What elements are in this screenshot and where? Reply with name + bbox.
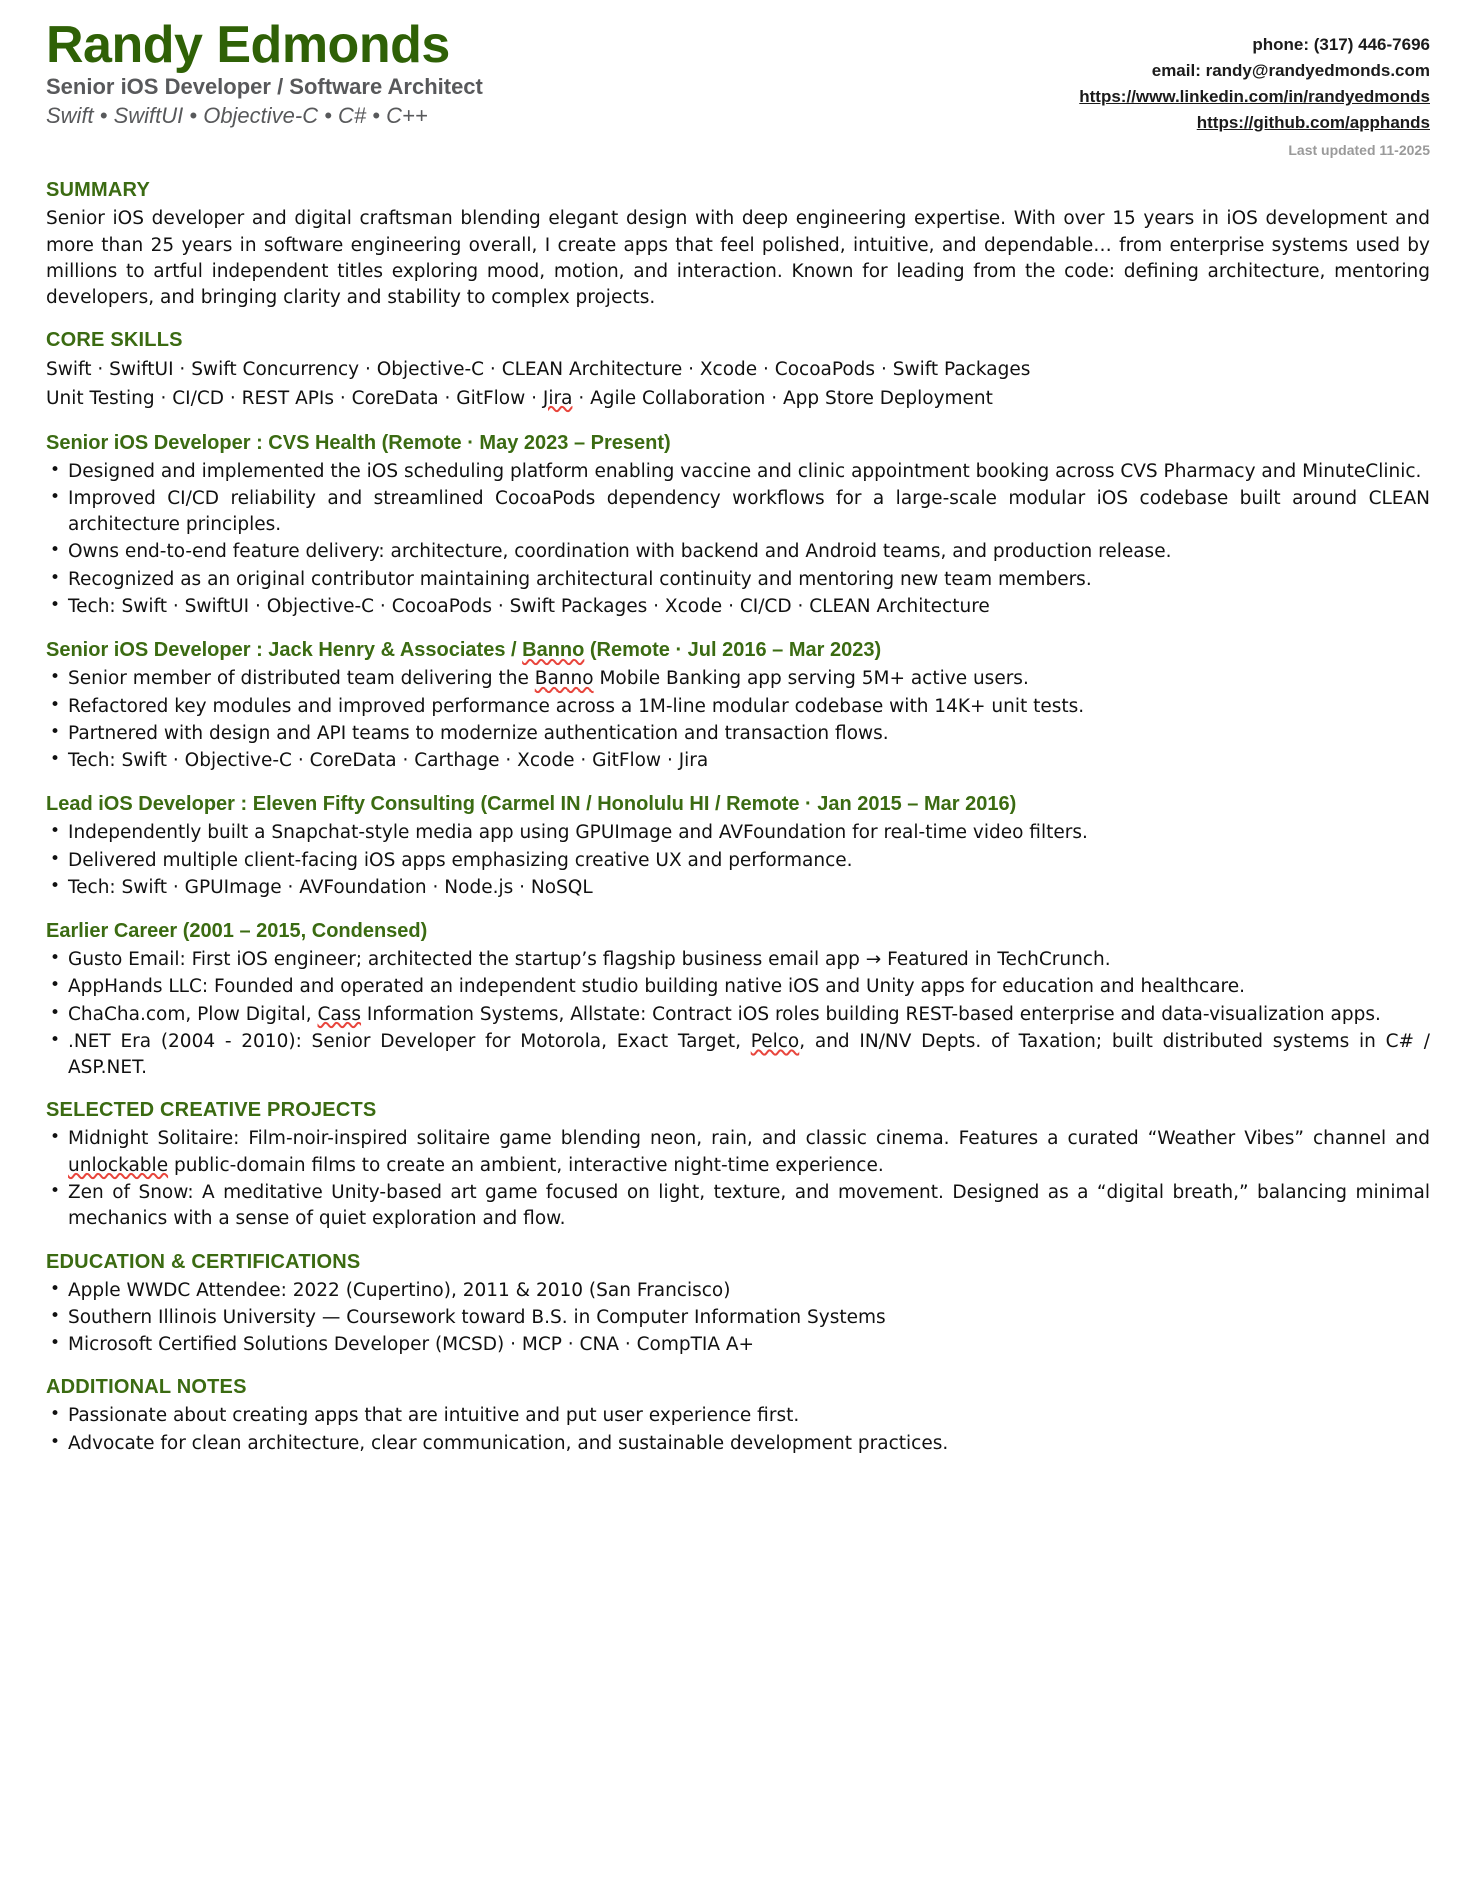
education-bullets: [46, 1278, 1430, 1359]
list-item: • Advocate for clean architecture, clear communication, and sustainable development practices.: [46, 1431, 1430, 1457]
spellcheck-word-banno-title: Banno: [522, 639, 585, 662]
github-link[interactable]: https://github.com/apphands: [1196, 113, 1430, 132]
section-summary: [46, 179, 1430, 311]
list-item: • Apple WWDC Attendee: 2022 (Cupertino), 2011 & 2010 (San Francisco): [46, 1278, 1430, 1304]
bullet-part-a: Senior member of distributed team delivering the: [68, 668, 535, 690]
list-item: • AppHands LLC: Founded and operated an independent studio building native iOS and Unity apps for education and healthcare.: [46, 974, 1430, 1000]
page-title: Randy Edmonds: [46, 16, 450, 74]
list-item: [46, 1002, 1430, 1028]
list-item: [46, 1126, 1430, 1179]
linkedin-link[interactable]: https://www.linkedin.com/in/randyedmonds: [1079, 87, 1430, 106]
spellcheck-word-cass: Cass: [317, 1003, 362, 1025]
section-additional-notes: [46, 1376, 1430, 1457]
list-item: • Owns end-to-end feature delivery: architecture, coordination with backend and Android teams, and production release.: [46, 539, 1430, 565]
job-bullets-cvs-health: [46, 459, 1430, 621]
contact-block: [1079, 18, 1430, 161]
creative-projects-bullets: [46, 1126, 1430, 1232]
list-item: • Tech: Swift · Objective-C · CoreData · Carthage · Xcode · GitFlow · Jira: [46, 748, 1430, 774]
bullet-part-a: .NET Era (2004 - 2010): Senior Developer for Motorola, Exact Target,: [68, 1030, 751, 1052]
language-list: Swift • SwiftUI • Objective-C • C# • C++: [46, 102, 428, 128]
core-skills-line-1: Swift · SwiftUI · Swift Concurrency · Objective-C · CLEAN Architecture · Xcode · CocoaPods · Swift Packages: [46, 359, 1031, 381]
spellcheck-word-unlockable: unlockable: [68, 1154, 169, 1176]
additional-notes-bullets: [46, 1403, 1430, 1457]
job-title-cvs-health: Senior iOS Developer : CVS Health (Remote · May 2023 – Present): [46, 431, 671, 454]
spellcheck-word-pelco: Pelco: [750, 1030, 800, 1052]
email-line: email: randy@randyedmonds.com: [1151, 61, 1430, 80]
bullet-part-b: Information Systems, Allstate: Contract iOS roles building REST-based enterprise and data-visualization apps.: [361, 1003, 1381, 1025]
bullet-part-b: Mobile Banking app serving 5M+ active users.: [593, 668, 1029, 690]
list-item: • Zen of Snow: A meditative Unity-based art game focused on light, texture, and movement. Designed as a “digital breath,” balancing minimal mechanics with a sense of quiet exploration and flow.: [46, 1180, 1430, 1233]
earlier-career-bullets: [46, 947, 1430, 1081]
resume-header: [46, 18, 1430, 161]
job-title-part-b: (Remote · Jul 2016 – Mar 2023): [584, 639, 882, 662]
bullet-part-b: public-domain films to create an ambient, interactive night-time experience.: [168, 1154, 884, 1176]
section-heading-creative-projects: SELECTED CREATIVE PROJECTS: [46, 1099, 377, 1122]
list-item: • Designed and implemented the iOS scheduling platform enabling vaccine and clinic appointment booking across CVS Pharmacy and MinuteClinic.: [46, 459, 1430, 485]
spellcheck-word-banno-bullet: Banno: [534, 668, 594, 690]
list-item: • Refactored key modules and improved performance across a 1M-line modular codebase with 14K+ unit tests.: [46, 694, 1430, 720]
section-core-skills: [46, 329, 1430, 412]
job-title-jack-henry: [46, 638, 1430, 663]
list-item: • Tech: Swift · SwiftUI · Objective-C · CocoaPods · Swift Packages · Xcode · CI/CD · CLEAN Architecture: [46, 594, 1430, 620]
list-item: • Partnered with design and API teams to modernize authentication and transaction flows.: [46, 721, 1430, 747]
core-skills-line-2: [46, 385, 1430, 413]
spellcheck-word-jira: Jira: [542, 387, 573, 409]
phone-line: phone: (317) 446-7696: [1252, 35, 1430, 54]
list-item: • Microsoft Certified Solutions Developer (MCSD) · MCP · CNA · CompTIA A+: [46, 1332, 1430, 1358]
section-creative-projects: [46, 1099, 1430, 1232]
section-heading-education: EDUCATION & CERTIFICATIONS: [46, 1250, 361, 1273]
core-skills-line-2-part-a: Unit Testing · CI/CD · REST APIs · CoreData · GitFlow ·: [46, 387, 543, 409]
job-entry-cvs-health: [46, 431, 1430, 621]
header-identity-block: [46, 18, 483, 129]
bullet-part-a: Midnight Solitaire: Film-noir-inspired solitaire game blending neon, rain, and classic cinema. Features a curated “Weather Vibes” channel and: [68, 1128, 1430, 1150]
job-entry-eleven-fifty: [46, 792, 1430, 901]
bullet-part-b: , and IN/NV Depts. of Taxation; built distributed systems in C# / ASP.NET.: [68, 1030, 1430, 1079]
section-earlier-career: [46, 919, 1430, 1081]
core-skills-line-2-part-b: · Agile Collaboration · App Store Deployment: [572, 387, 993, 409]
last-updated-label: Last updated 11-2025: [1288, 142, 1430, 158]
job-bullets-jack-henry: [46, 666, 1430, 774]
list-item: • Southern Illinois University — Coursework toward B.S. in Computer Information Systems: [46, 1305, 1430, 1331]
list-item: • Independently built a Snapchat-style media app using GPUImage and AVFoundation for real-time video filters.: [46, 820, 1430, 846]
list-item: • Tech: Swift · GPUImage · AVFoundation · Node.js · NoSQL: [46, 875, 1430, 901]
section-heading-additional-notes: ADDITIONAL NOTES: [46, 1376, 247, 1399]
job-bullets-eleven-fifty: [46, 820, 1430, 901]
job-entry-jack-henry: [46, 638, 1430, 774]
section-heading-summary: SUMMARY: [46, 179, 150, 202]
list-item: • Gusto Email: First iOS engineer; architected the startup’s flagship business email app → Featured in TechCrunch.: [46, 947, 1430, 973]
job-title-part-a: Senior iOS Developer : Jack Henry & Associates /: [46, 639, 523, 662]
professional-title: Senior iOS Developer / Software Architect: [46, 74, 483, 100]
list-item: [46, 1029, 1430, 1082]
section-heading-earlier-career: Earlier Career (2001 – 2015, Condensed): [46, 920, 428, 943]
section-education: [46, 1251, 1430, 1359]
list-item: • Recognized as an original contributor maintaining architectural continuity and mentoring new team members.: [46, 567, 1430, 593]
list-item: • Passionate about creating apps that are intuitive and put user experience first.: [46, 1403, 1430, 1429]
job-title-eleven-fifty: Lead iOS Developer : Eleven Fifty Consulting (Carmel IN / Honolulu HI / Remote · Jan 2015 – Mar 2016): [46, 793, 1017, 816]
list-item: [46, 666, 1430, 692]
section-heading-core-skills: CORE SKILLS: [46, 329, 183, 352]
list-item: • Delivered multiple client-facing iOS apps emphasizing creative UX and performance.: [46, 848, 1430, 874]
summary-paragraph: Senior iOS developer and digital craftsman blending elegant design with deep engineering expertise. With over 15 years in iOS development and more than 25 years in software engineering overall, I create apps that feel polished, intuitive, and dependable… from enterprise systems used by millions to artful independent titles exploring mood, motion, and interaction. Known for leading from the code: defining architecture, mentoring developers, and bringing clarity and stability to complex projects.: [46, 208, 1430, 309]
bullet-part-a: ChaCha.com, Plow Digital,: [68, 1003, 318, 1025]
list-item: • Improved CI/CD reliability and streamlined CocoaPods dependency workflows for a large-scale modular iOS codebase built around CLEAN architecture principles.: [46, 486, 1430, 539]
